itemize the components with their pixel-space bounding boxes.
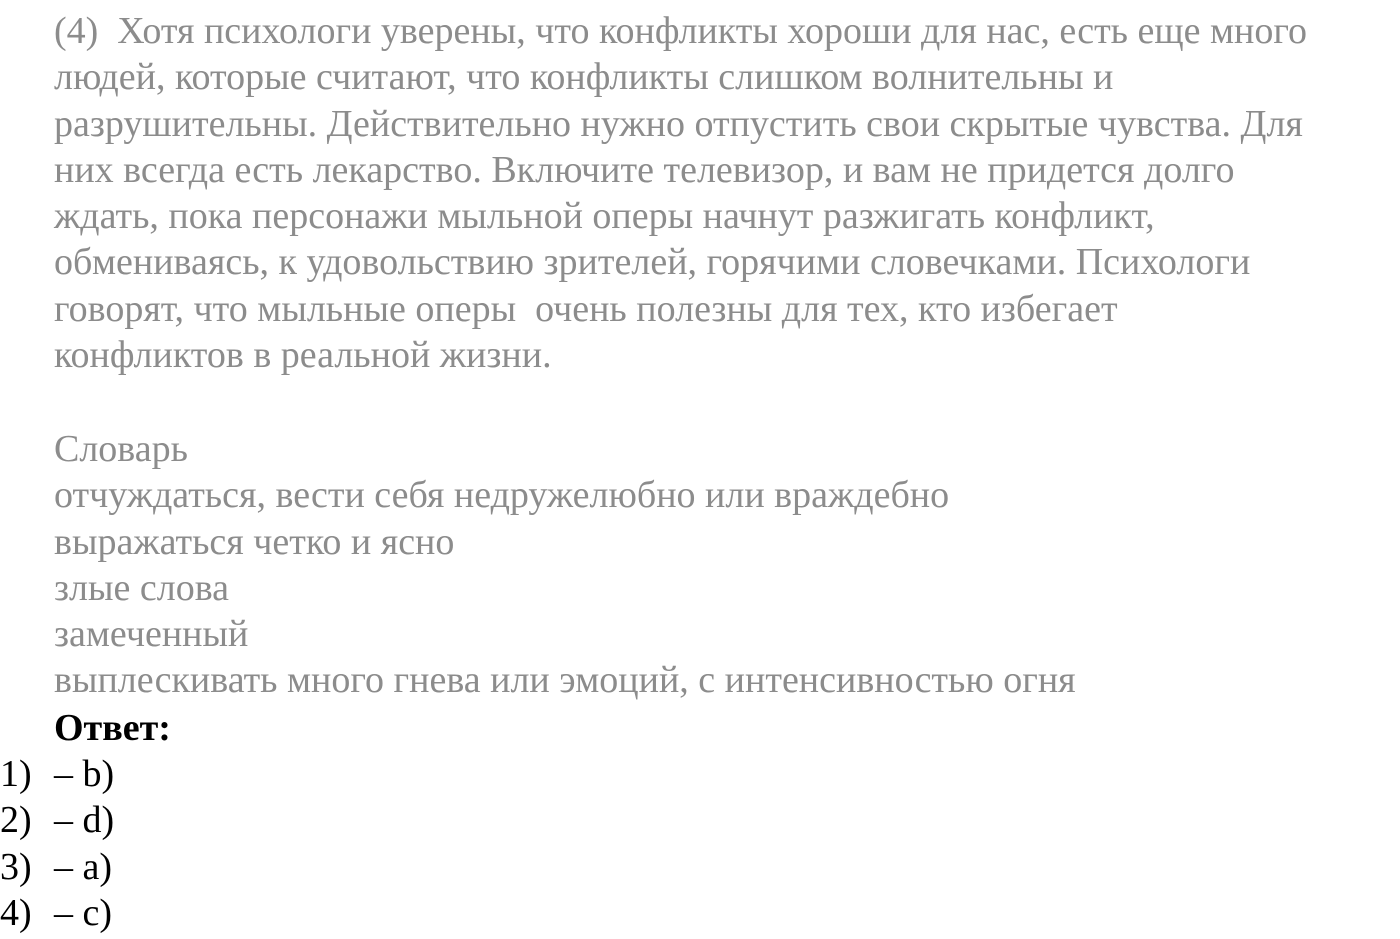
paragraph-line: них всегда есть лекарство. Включите телевизор, и вам не придется долго (54, 148, 1235, 191)
glossary-entry: выплескивать много гнева или эмоций, с интенсивностью огня (54, 659, 1076, 702)
answer-list (0, 751, 114, 936)
answer-text: – c) (54, 891, 113, 934)
glossary-entry: отчуждаться, вести себя недружелюбно или враждебно (54, 474, 950, 517)
paragraph-line: ждать, пока персонажи мыльной оперы начнут разжигать конфликт, (54, 195, 1155, 238)
glossary-entry: выражаться четко и ясно (54, 520, 455, 563)
paragraph-line: обмениваясь, к удовольствию зрителей, горячими словечками. Психологи (54, 241, 1251, 284)
glossary (54, 426, 1076, 704)
glossary-entry: замеченный (54, 613, 249, 656)
paragraph-line: (4) Хотя психологи уверены, что конфликты хороши для нас, есть еще много (54, 10, 1308, 52)
answer-item (0, 751, 114, 797)
answer-item (0, 890, 114, 936)
answer-number: 2) (0, 799, 32, 842)
answer-number: 3) (0, 845, 32, 888)
answer-number: 4) (0, 891, 32, 934)
paragraph-line: людей, которые считают, что конфликты слишком волнительны и (54, 56, 1114, 99)
answer-item (0, 844, 114, 890)
glossary-entry: злые слова (54, 566, 230, 609)
answer-text: – b) (54, 753, 115, 795)
answer-title: Ответ: (54, 707, 171, 749)
paragraph-line: конфликтов в реальной жизни. (54, 334, 552, 377)
paragraph-line: разрушительны. Действительно нужно отпустить свои скрытые чувства. Для (54, 102, 1303, 145)
paragraph-4 (54, 8, 1307, 378)
paragraph-line: говорят, что мыльные оперы очень полезны для тех, кто избегает (54, 287, 1118, 330)
glossary-title: Словарь (54, 428, 188, 470)
answer-number: 1) (0, 753, 32, 795)
answer-text: – d) (54, 799, 115, 842)
answer-text: – a) (54, 845, 113, 888)
answer-item (0, 797, 114, 843)
